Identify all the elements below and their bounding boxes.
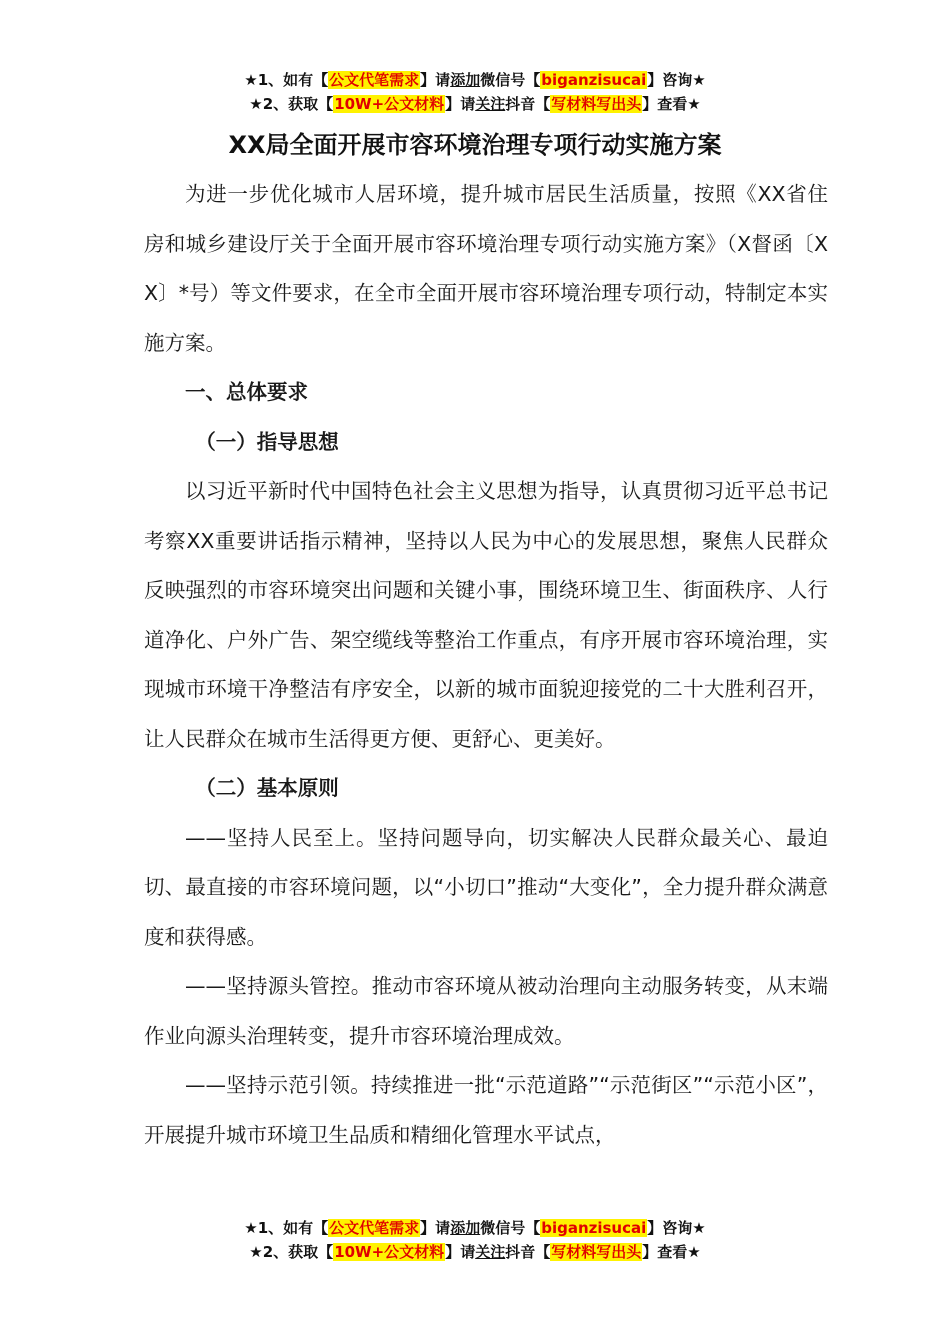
promo-text: 】查看★ [642,95,701,113]
promo-text: 抖音【 [505,95,551,113]
promo-highlight: 10W+公文材料 [334,1243,445,1261]
guiding-thought-paragraph: 以习近平新时代中国特色社会主义思想为指导，认真贯彻习近平总书记考察XX重要讲话指示精神，坚持以人民为中心的发展思想，聚焦人民群众反映强烈的市容环境突出问题和关键小事，围绕环境卫生、街面秩序、人行道净化、户外广告、架空缆线等整治工作重点，有序开展市容环境治理，实现城市环境干净整洁有序安全，以新的城市面貌迎接党的二十大胜利召开，让人民群众在城市生活得更方便、更舒心、更美好。 [144,479,828,751]
promo-text: ★1、如有【 [244,71,329,89]
promo-text: 】咨询★ [647,71,706,89]
principle-paragraph: ——坚持示范引领。持续推进一批“示范道路”“示范街区”“示范小区”，开展提升城市环境卫生品质和精细化管理水平试点， [144,1073,828,1147]
promo-text: 】查看★ [642,1243,701,1261]
principle-paragraph: ——坚持人民至上。坚持问题导向，切实解决人民群众最关心、最迫切、最直接的市容环境问题，以“小切口”推动“大变化”，全力提升群众满意度和获得感。 [144,825,828,949]
promo-line-1 [0,1216,950,1240]
promo-underline-text: 关注 [475,95,506,113]
promo-douyin-id: 写材料写出头 [551,1243,642,1261]
promo-text: 】咨询★ [647,1219,706,1237]
promo-wechat-id: biganzisucai [541,71,647,89]
promo-line-2 [0,92,950,116]
promo-text: 微信号【 [480,1219,541,1237]
document-body [144,170,828,1160]
promo-text: ★2、获取【 [249,1243,334,1261]
intro-paragraph: 为进一步优化城市人居环境，提升城市居民生活质量，按照《XX省住房和城乡建设厅关于全面开展市容环境治理专项行动实施方案》（X督函〔XX〕*号）等文件要求，在全市全面开展市容环境治理专项行动，特制定本实施方案。 [144,182,828,355]
promo-highlight: 公文代笔需求 [329,71,420,89]
subsection-heading: （二）基本原则 [195,776,339,800]
section-heading: 一、总体要求 [185,380,308,404]
promo-underline-text: 添加 [450,1219,481,1237]
bottom-promo-banner [0,1216,950,1264]
promo-text: ★2、获取【 [249,95,334,113]
promo-text: 微信号【 [480,71,541,89]
promo-wechat-id: biganzisucai [541,1219,647,1237]
promo-text: ★1、如有【 [244,1219,329,1237]
promo-text: 】请 [420,1219,451,1237]
subsection-heading: （一）指导思想 [195,429,339,454]
promo-line-1 [0,68,950,92]
promo-text: 】请 [445,1243,476,1261]
promo-highlight: 公文代笔需求 [329,1219,420,1237]
promo-highlight: 10W+公文材料 [334,95,445,113]
top-promo-banner [0,68,950,116]
promo-underline-text: 添加 [450,71,481,89]
promo-text: 】请 [445,95,476,113]
promo-douyin-id: 写材料写出头 [551,95,642,113]
document-title: XX局全面开展市容环境治理专项行动实施方案 [228,131,722,159]
principle-paragraph: ——坚持源头管控。推动市容环境从被动治理向主动服务转变，从末端作业向源头治理转变，提升市容环境治理成效。 [144,974,828,1048]
promo-underline-text: 关注 [475,1243,506,1261]
promo-line-2 [0,1240,950,1264]
promo-text: 】请 [420,71,451,89]
promo-text: 抖音【 [505,1243,551,1261]
